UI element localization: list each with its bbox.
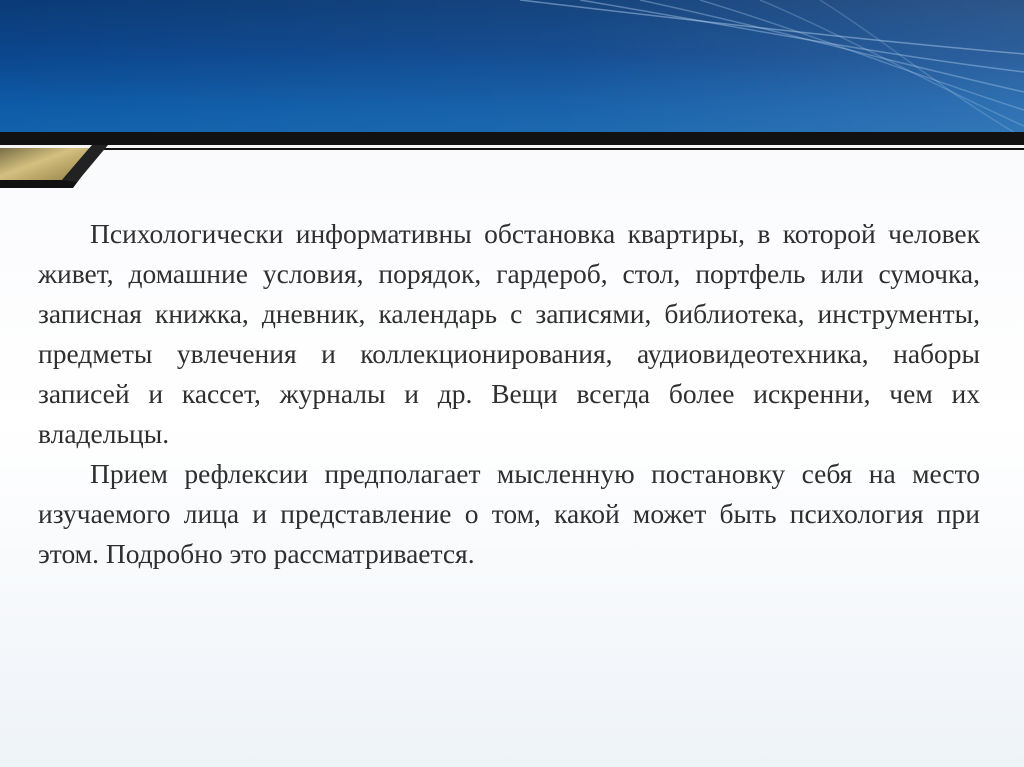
paragraph-2: Прием рефлексии предполагает мысленную постановку себя на место изучаемого лица и представление о том, какой может быть психология при этом. Подробно это рассматривается. (38, 458, 980, 569)
header-accent-shape (0, 132, 1024, 188)
paragraph-1: Психологически информативны обстановка квартиры, в которой человек живет, домашние условия, порядок, гардероб, стол, портфель или сумочка, записная книжка, дневник, календарь с записями, библиотека, инструменты, предметы увлечения и коллекционирования, аудиовидеотехника, наборы записей и кассет, журналы и др. Вещи всегда более искренни, чем их владельцы. (38, 218, 980, 449)
header-accent-strip (0, 132, 1024, 188)
slide-body-text (38, 214, 980, 574)
header-band (0, 0, 1024, 138)
header-wave-lines (0, 0, 1024, 138)
